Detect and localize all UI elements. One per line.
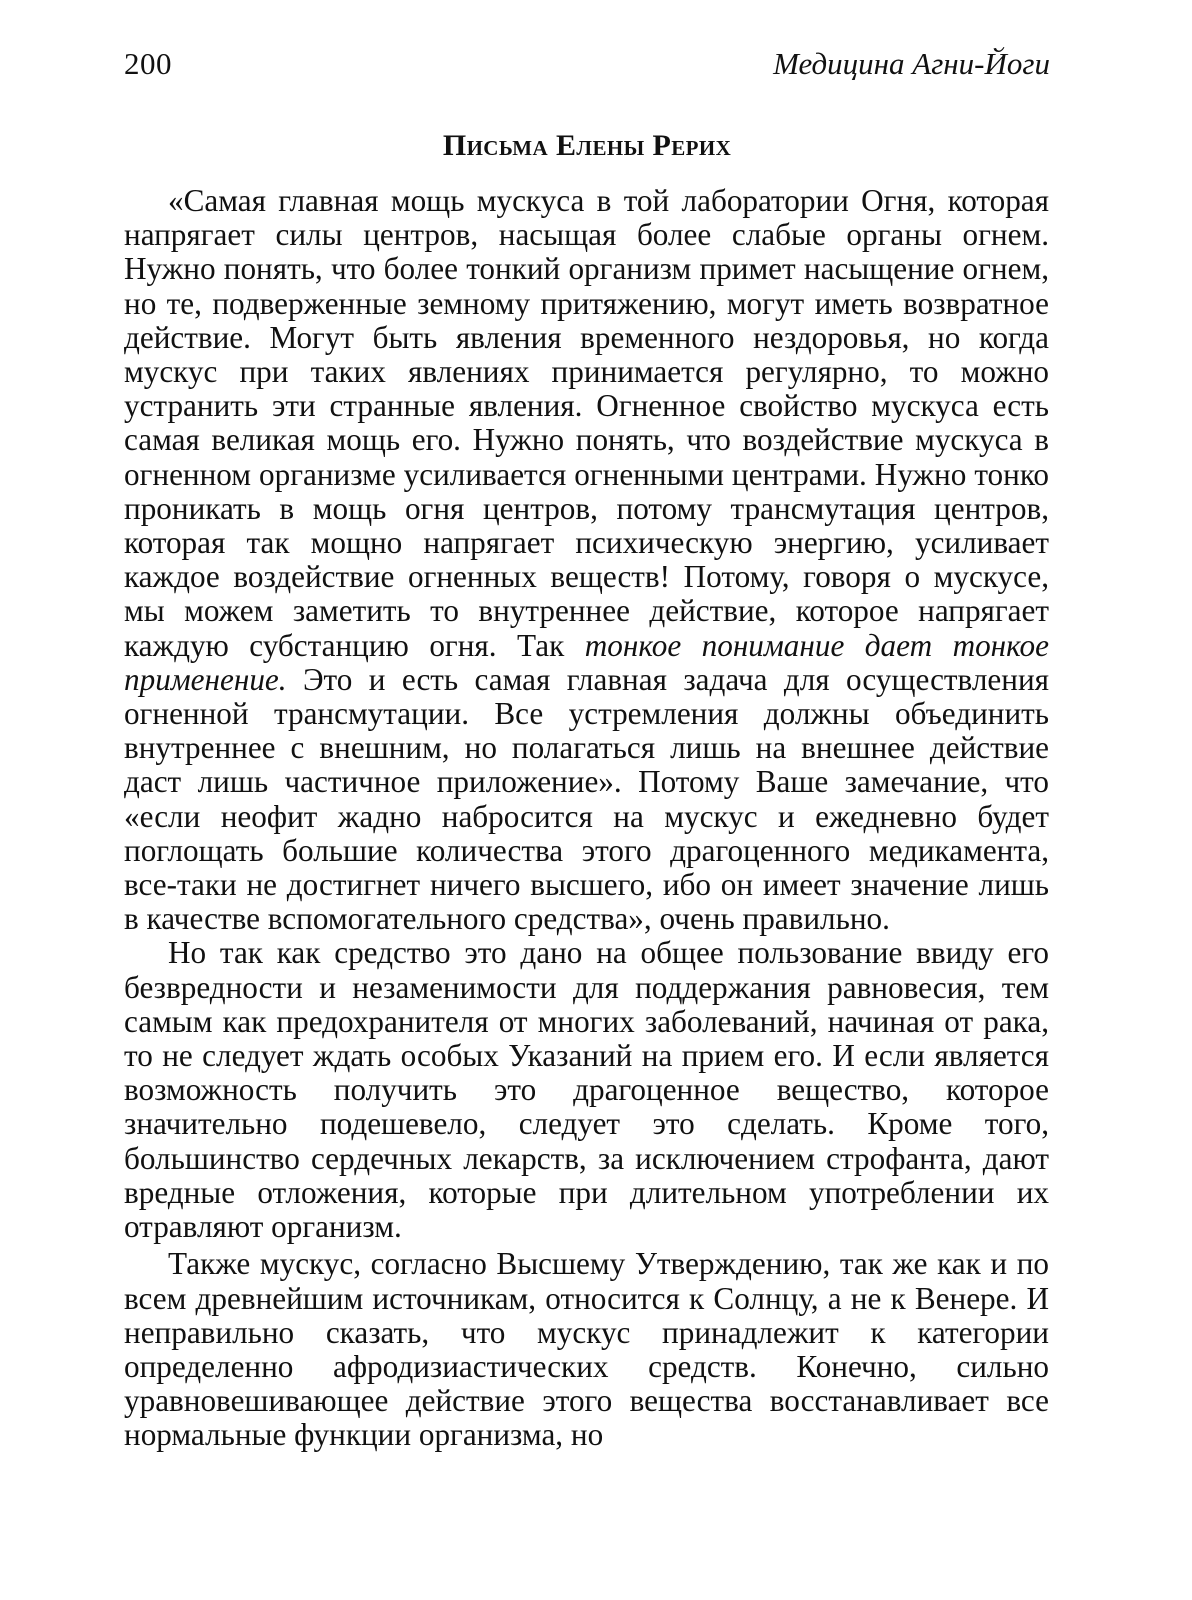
running-head bbox=[124, 44, 1050, 84]
paragraph-1 bbox=[124, 184, 1049, 936]
paragraph-2: Но так как средство это дано на общее пользование ввиду его безвредности и незаменимости для поддержания равновесия, тем самым как предохранителя от многих заболеваний, начиная от рака, то не следует ждать особых Указаний на прием его. И если является возможность получить это драгоценное вещество, которое значительно подешевело, следует это сделать. Кроме того, большинство сердечных лекарств, за исключением строфанта, дают вредные отложения, которые при длительном употреблении их отравляют организм. bbox=[124, 935, 1049, 1245]
book-title: Медицина Агни-Йоги bbox=[773, 46, 1050, 81]
paragraph-1-text-end: Это и есть самая главная задача для осуществления огненной трансмутации. Все устремления должны объединить внутреннее с внешним, но полагаться лишь на внешнее действие даст лишь частичное приложение». Потому Ваше замечание, что «если неофит жадно набросится на мускус и ежедневно будет поглощать большие количества этого драгоценного медикамента, все-таки не достигнет ничего высшего, ибо он имеет значение лишь в качестве вспомогательного средства», очень правильно. bbox=[124, 661, 1049, 937]
paragraph-1-text-start: «Самая главная мощь мускуса в той лаборатории Огня, которая напрягает силы центров, насыщая более слабые органы огнем. Нужно понять, что более тонкий организм примет насыщение огнем, но те, подверженные земному притяжению, могут иметь возвратное действие. Могут быть явления временного нездоровья, но когда мускус при таких явлениях принимается регулярно, то можно устранить эти странные явления. Огненное свойство мускуса есть самая великая мощь его. Нужно понять, что воздействие мускуса в огненном организме усиливается огненными центрами. Нужно тонко проникать в мощь огня центров, потому трансмутация центров, которая так мощно напрягает психическую энергию, усиливает каждое воздействие огненных веществ! Потому, говоря о мускусе, мы можем заметить то внутреннее действие, которое напрягает каждую субстанцию огня. Так bbox=[124, 183, 1049, 663]
page-number: 200 bbox=[124, 46, 172, 81]
body-text bbox=[124, 184, 1049, 1453]
paragraph-3: Также мускус, согласно Высшему Утверждению, так же как и по всем древнейшим источникам, относится к Солнцу, а не к Венере. И неправильно сказать, что мускус принадлежит к категории определенно афродизиастических средств. Конечно, сильно уравновешивающее действие этого вещества восстанавливает все нормальные функции организма, но bbox=[124, 1246, 1049, 1453]
paragraph-1-emphasis: тонкое понимание дает тонкое применение. bbox=[124, 627, 1049, 697]
section-title: Письма Елены Рерих bbox=[442, 129, 732, 162]
